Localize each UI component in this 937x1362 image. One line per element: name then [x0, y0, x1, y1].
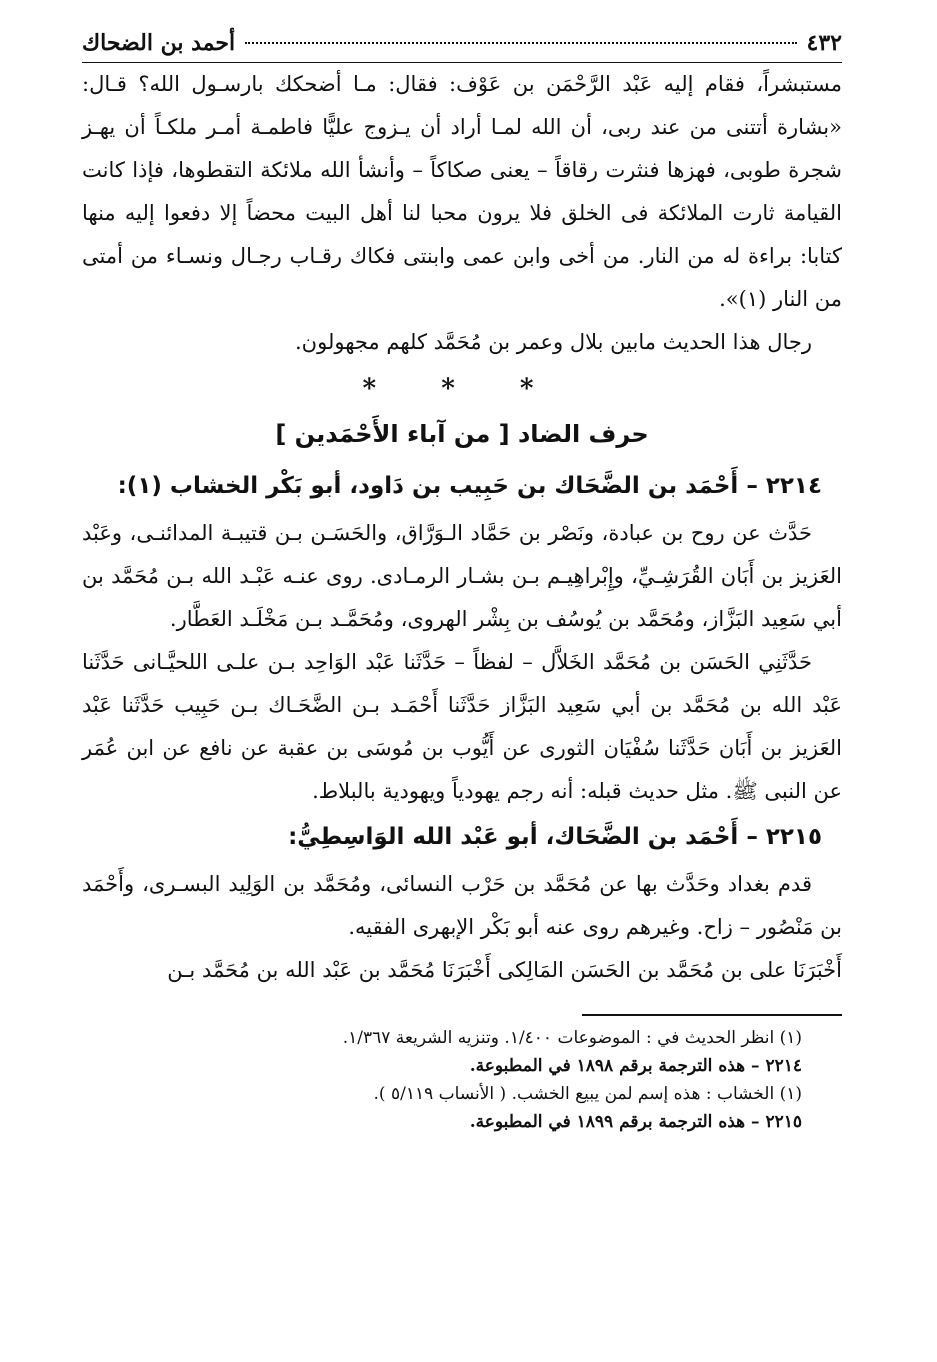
footnote-divider [582, 1014, 842, 1016]
footnote-2: (١) الخشاب : هذه إسم لمن يبيع الخشب. ( الأنساب ٥/١١٩ ). [373, 1084, 802, 1104]
header-dot-leader [245, 42, 796, 44]
footnotes [82, 1024, 842, 1136]
book-page [82, 30, 842, 1136]
footnote-1: (١) انظر الحديث في : الموضوعات ١/٤٠٠. وتنزيه الشريعة ١/٣٦٧. [342, 1028, 802, 1048]
paragraph-entry-2215-bio: قدم بغداد وحَدَّث بها عن مُحَمَّد بن حَرْب النسائى، ومُحَمَّد بن الوَلِيد البسـرى، وأَحْمَد بن مَنْصُور – زاح. وغيرهم روى عنه أبو بَكْر الإبهرى الفقيه. [82, 872, 842, 939]
entry-title-2214: ٢٢١٤ – أَحْمَد بن الضَّحَاك بن حَبِيب بن دَاود، أبو بَكْر الخشاب (١): [117, 473, 822, 499]
paragraph-entry-2215-isnad: أَخْبَرَنَا على بن مُحَمَّد بن الحَسَن المَالِكى أَخْبَرَنَا مُحَمَّد بن عَبْد الله بن مُحَمَّد بـن [167, 958, 842, 982]
paragraph-narrators-note: رجال هذا الحديث مابين بلال وعمر بن مُحَمَّد كلهم مجهولون. [295, 330, 812, 354]
page-number: ٤٣٢ [806, 30, 842, 56]
entry-title-2215: ٢٢١٥ – أَحْمَد بن الضَّحَاك، أبو عَبْد الله الوَاسِطِيُّ: [288, 824, 822, 850]
paragraph-entry-2214-bio: حَدَّث عن روح بن عبادة، ونَصْر بن حَمَّاد الـوَرَّاق، والحَسَـن بـن قتيبـة المدائنـى، وعَبْد العَزيز بن أَبَان القُرَشِـيِّ، وإِبْراهِيـم بـن بشـار الرمـادى. روى عنـه عَبْـد الله بـن مُحَمَّد بن أبي سَعِيد البَزَّاز، ومُحَمَّد بن يُوسُف بن بِشْر الهروى، ومُحَمَّـد بـن مَخْلَـد العَطَّار. [82, 521, 842, 631]
section-title: حرف الضاد [ من آباء الأَحْمَدين ] [275, 420, 649, 448]
footnote-entry-2214: ٢٢١٤ – هذه الترجمة برقم ١٨٩٨ في المطبوعة. [469, 1056, 802, 1076]
section-separator-stars: * * * [362, 374, 562, 404]
page-header [82, 30, 842, 63]
footnote-entry-2215: ٢٢١٥ – هذه الترجمة برقم ١٨٩٩ في المطبوعة. [469, 1112, 802, 1132]
paragraph-hadith-text: مستبشراً، فقام إليه عَبْد الرَّحْمَن بن عَوْف: فقال: مـا أضحكك بارسـول الله؟ قـال: «بشارة أتتنى من عند ربى، أن الله لمـا أراد أن يـزوج عليًّا فاطمـة أمـر ملكـاً أن يهـز شجرة طوبى، فهزها فنثرت رقاقاً – يعنى صكاكاً – وأنشأ الله ملائكة التقطوها، فإذا كانت القيامة ثارت الملائكة فى الخلق فلا يرون محبا لنا أهل البيت محضاً إلا دفعوا إليه منها كتابا: براءة له من النار. من أخى وابن عمى وابنتى فكاك رقـاب رجـال ونسـاء من أمتى من النار (١)». [82, 72, 842, 311]
paragraph-entry-2214-isnad: حَدَّثَنِي الحَسَن بن مُحَمَّد الخَلاَّل – لفظاً – حَدَّثَنا عَبْد الوَاحِد بـن علـى اللحيَّـانى حَدَّثَنا عَبْد الله بن مُحَمَّد بن أبي سَعِيد البَزَّاز حَدَّثَنا أَحْمَـد بـن الضَّحَـاك بـن حَبِيب حَدَّثَنا عَبْد العَزيز بن أَبَان حَدَّثَنا سُفْيَان الثورى عن أَيُّوب بن مُوسَى بن عقبة عن نافع عن ابن عُمَر عن النبى ﷺ. مثل حديث قبله: أنه رجم يهودياً ويهودية بالبلاط. [82, 650, 842, 803]
running-title: أحمد بن الضحاك [82, 30, 236, 56]
